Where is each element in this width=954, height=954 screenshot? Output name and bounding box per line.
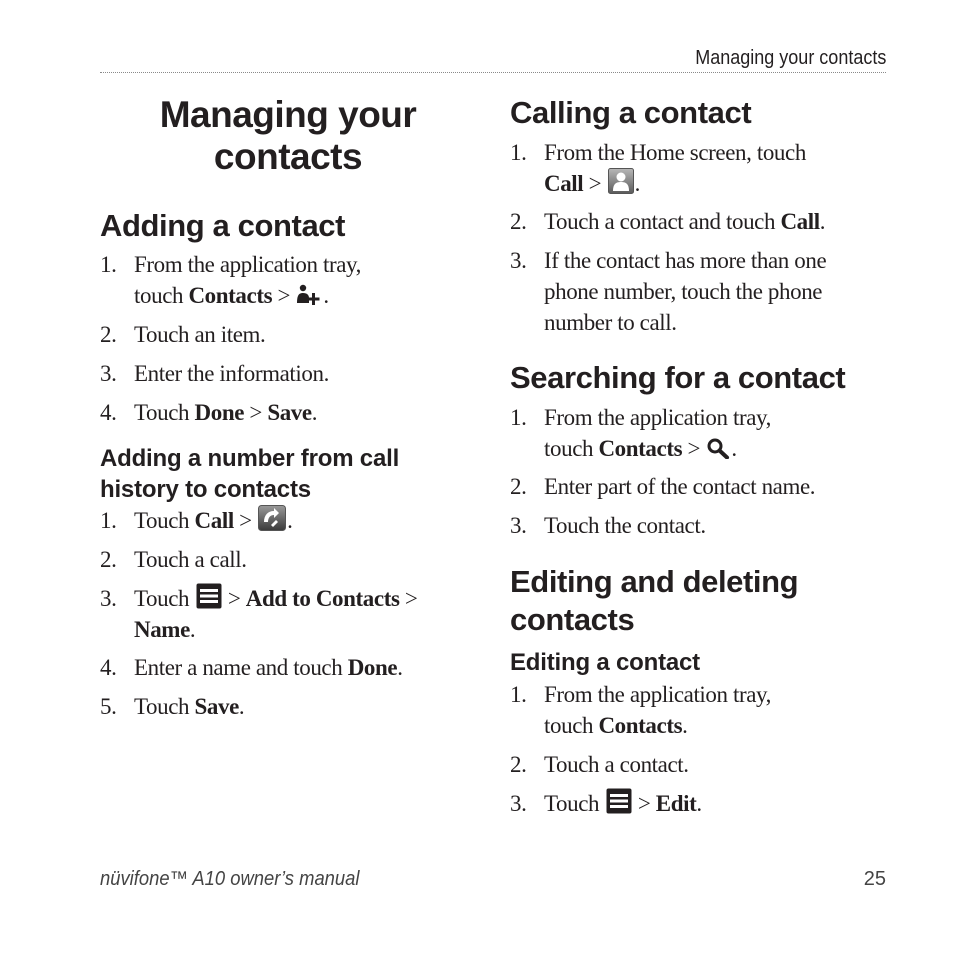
separator: > [222, 586, 246, 611]
step-text [134, 397, 317, 428]
bold-term: Edit [655, 791, 697, 816]
step-number: 3. [510, 791, 527, 816]
menu-icon [196, 583, 222, 609]
bold-term: Done [194, 400, 245, 425]
step-text-part: touch [544, 713, 599, 738]
step-text: Touch a call. [134, 547, 247, 572]
step-text [134, 249, 361, 311]
punctuation: . [311, 400, 318, 425]
step-text-part: Touch a contact and touch [544, 209, 781, 234]
punctuation: . [287, 508, 293, 533]
step-number: 1. [510, 405, 527, 430]
punctuation: . [682, 713, 688, 738]
separator: > [682, 436, 706, 461]
step-text-part: Touch [134, 694, 195, 719]
footer-manual-title: nüvifone™ A10 owner’s manual [100, 868, 360, 890]
separator: > [583, 171, 607, 196]
punctuation: . [323, 283, 329, 308]
step-text [134, 505, 292, 536]
separator: > [272, 283, 296, 308]
bold-term: Save [267, 400, 312, 425]
header-rule [100, 72, 886, 73]
calling-contact-heading: Calling a contact [510, 95, 752, 130]
step-number: 5. [100, 694, 117, 719]
step-text-line: phone number, touch the phone [544, 279, 823, 304]
step-text [134, 583, 417, 645]
bold-term: Call [194, 508, 234, 533]
step-text-line: From the Home screen, touch [544, 140, 806, 165]
step-text [544, 206, 825, 237]
footer-page-number: 25 [863, 868, 886, 890]
step-number: 3. [510, 513, 527, 538]
page-title [100, 94, 476, 178]
editing-contact-subheading: Editing a contact [510, 649, 700, 676]
step-text [544, 679, 771, 741]
step-text: Enter the information. [134, 361, 329, 386]
bold-term: Contacts [598, 436, 683, 461]
step-text: Touch the contact. [544, 513, 706, 538]
page-title-line2: contacts [213, 136, 363, 177]
editing-deleting-heading [510, 563, 798, 639]
separator: > [233, 508, 258, 533]
bold-term: Contacts [188, 283, 273, 308]
heading-line: Adding a number from call [100, 445, 400, 472]
step-text: Touch an item. [134, 322, 266, 347]
step-text-line: If the contact has more than one [544, 248, 827, 273]
punctuation: . [696, 791, 702, 816]
punctuation: . [189, 617, 196, 642]
step-number: 2. [510, 474, 527, 499]
bold-term: Name [134, 617, 190, 642]
step-text-part: touch [544, 436, 599, 461]
heading-line: contacts [510, 602, 635, 637]
bold-term: Add to Contacts [245, 586, 400, 611]
contact-person-icon [608, 168, 634, 194]
step-number: 4. [100, 655, 117, 680]
add-contact-icon [296, 284, 322, 306]
step-text-line: From the application tray, [134, 252, 361, 277]
bold-term: Save [194, 694, 239, 719]
step-text-line: touch [134, 283, 189, 308]
separator: > [244, 400, 268, 425]
bold-term: Contacts [598, 713, 683, 738]
step-number: 3. [100, 361, 117, 386]
page-title-line1: Managing your [159, 94, 417, 135]
heading-line: history to contacts [100, 476, 311, 503]
step-number: 2. [510, 752, 527, 777]
step-text-line: number to call. [544, 310, 677, 335]
punctuation: . [819, 209, 826, 234]
step-text-part: Touch [544, 791, 605, 816]
step-text [544, 245, 826, 338]
adding-contact-heading: Adding a contact [100, 208, 346, 243]
bold-term: Done [347, 655, 398, 680]
step-text-line: From the application tray, [544, 682, 771, 707]
step-text: Enter part of the contact name. [544, 474, 816, 499]
step-text-line: From the application tray, [544, 405, 771, 430]
running-head: Managing your contacts [694, 47, 886, 69]
bold-term: Call [780, 209, 820, 234]
step-text [134, 691, 244, 722]
step-text-part: Touch [134, 508, 195, 533]
step-text-part: Enter a name and touch [134, 655, 348, 680]
bold-term: Call [544, 171, 584, 196]
search-icon [706, 437, 730, 459]
punctuation: . [238, 694, 245, 719]
heading-line: Editing and deleting [510, 564, 799, 599]
separator: > [399, 586, 418, 611]
step-number: 3. [510, 248, 527, 273]
menu-icon [606, 788, 632, 814]
step-text [134, 652, 403, 683]
punctuation: . [731, 436, 737, 461]
searching-contact-heading: Searching for a contact [510, 360, 846, 395]
step-text [544, 137, 806, 199]
punctuation: . [634, 171, 640, 196]
step-text [544, 402, 771, 464]
step-number: 1. [510, 682, 527, 707]
step-number: 2. [100, 322, 117, 347]
step-number: 2. [510, 209, 527, 234]
call-history-icon [258, 505, 286, 531]
step-number: 1. [100, 252, 117, 277]
separator: > [632, 791, 656, 816]
step-number: 1. [510, 140, 527, 165]
step-text-part: Touch [134, 400, 195, 425]
step-number: 3. [100, 586, 117, 611]
step-text-part: Touch [134, 586, 195, 611]
step-text: Touch a contact. [544, 752, 689, 777]
punctuation: . [397, 655, 403, 680]
step-text [544, 788, 702, 819]
step-number: 2. [100, 547, 117, 572]
call-history-heading [100, 443, 399, 505]
step-number: 4. [100, 400, 117, 425]
step-number: 1. [100, 508, 117, 533]
